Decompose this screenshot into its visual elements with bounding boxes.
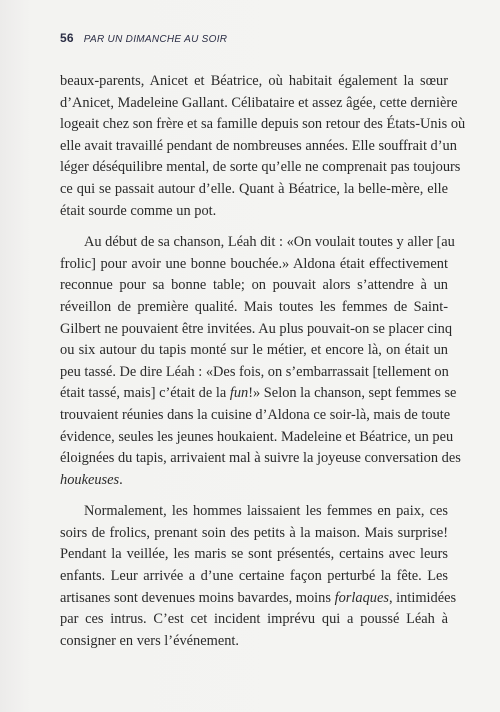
text-run: Au début de sa chanson, Léah dit : «On voulait toutes y aller [au bbox=[84, 234, 455, 251]
text-line bbox=[60, 201, 448, 223]
text-line bbox=[60, 609, 448, 631]
text-run: Pendant la veillée, les maris se sont présentés, certains avec leurs bbox=[60, 546, 448, 563]
text-run: évidence, seules les jeunes houkaient. Madeleine et Béatrice, un peu bbox=[60, 428, 454, 445]
text-run: . bbox=[119, 471, 123, 488]
text-line bbox=[60, 319, 453, 341]
italic-word: forlaques bbox=[334, 589, 389, 606]
text-run: , intimidées bbox=[388, 589, 457, 606]
paragraph-1 bbox=[60, 71, 466, 222]
text-run: d’Anicet, Madeleine Gallant. Célibataire et assez âgée, cette dernière bbox=[60, 94, 458, 111]
italic-word: houkeuses bbox=[60, 471, 120, 488]
text-run: ou six autour du tapis monté sur le métier, et encore là, on était un bbox=[60, 342, 448, 359]
text-run: ce qui se passait autour d’elle. Quant à Béatrice, la belle-mère, elle bbox=[60, 180, 448, 197]
text-run: beaux-parents, Anicet et Béatrice, où habitait également la sœur bbox=[60, 73, 448, 89]
text-line bbox=[60, 232, 455, 254]
text-line bbox=[60, 157, 461, 179]
text-line bbox=[60, 566, 448, 588]
text-line bbox=[60, 254, 448, 276]
text-line bbox=[60, 297, 448, 319]
text-run: !» Selon la chanson, sept femmes se bbox=[248, 385, 457, 402]
text-run: elle avait travaillé pendant de nombreuses années. Elle souffrait d’un bbox=[60, 137, 457, 154]
text-line bbox=[60, 362, 448, 384]
text-run: réveillon de première qualité. Mais toutes les femmes de Saint- bbox=[60, 298, 448, 315]
running-head bbox=[60, 31, 227, 47]
page-number: 56 bbox=[60, 31, 74, 45]
text-line bbox=[60, 448, 461, 470]
text-line bbox=[60, 114, 466, 136]
text-run: éloignées du tapis, arrivaient mal à suivre la joyeuse conversation des bbox=[60, 450, 461, 467]
running-title: PAR UN DIMANCHE AU SOIR bbox=[83, 34, 228, 45]
text-run: artisanes sont devenues moins bavardes, moins bbox=[60, 589, 335, 606]
text-line bbox=[60, 71, 448, 93]
text-line bbox=[60, 93, 458, 115]
text-line bbox=[60, 470, 448, 492]
text-run: frolic] pour avoir une bonne bouchée.» Aldona était effectivement bbox=[60, 255, 448, 272]
text-run: Gilbert ne pouvaient être invitées. Au plus pouvait-on se placer cinq bbox=[60, 320, 453, 337]
text-run: peu tassé. De dire Léah : «Des fois, on s’embarrassait [tellement on bbox=[60, 363, 449, 380]
text-line bbox=[60, 523, 448, 545]
text-line bbox=[60, 588, 457, 610]
body-text bbox=[60, 71, 466, 652]
text-line bbox=[60, 427, 454, 449]
text-run: léger déséquilibre mental, de sorte qu’elle ne comprenait pas toujours bbox=[60, 159, 461, 176]
paragraph-2 bbox=[60, 232, 461, 491]
text-run: Normalement, les hommes laissaient les femmes en paix, ces bbox=[84, 503, 448, 520]
text-run: soirs de frolics, prenant soin des petits à la maison. Mais surprise! bbox=[60, 524, 448, 541]
text-run: consigner en vers l’événement. bbox=[60, 632, 240, 649]
text-line bbox=[60, 340, 448, 362]
text-line bbox=[60, 631, 448, 653]
text-run: par ces intrus. C’est cet incident imprévu qui a poussé Léah à bbox=[60, 611, 448, 628]
text-line bbox=[60, 179, 448, 201]
paragraph-3 bbox=[60, 501, 457, 652]
text-line bbox=[60, 136, 457, 158]
text-line bbox=[60, 544, 448, 566]
text-run: logeait chez son frère et sa famille depuis son retour des États-Unis où bbox=[60, 116, 466, 133]
italic-word: fun bbox=[229, 385, 249, 402]
text-run: était sourde comme un pot. bbox=[60, 202, 217, 219]
text-line bbox=[60, 383, 457, 405]
text-line bbox=[60, 405, 451, 427]
text-run: trouvaient réunies dans la cuisine d’Aldona ce soir-là, mais de toute bbox=[60, 406, 451, 423]
text-run: reconnue pour sa bonne table; on pouvait alors s’attendre à un bbox=[60, 277, 448, 294]
text-line bbox=[60, 501, 448, 523]
text-run: enfants. Leur arrivée a d’une certaine façon perturbé la fête. Les bbox=[60, 568, 448, 585]
text-run: était tassé, mais] c’était de la bbox=[60, 385, 230, 402]
text-line bbox=[60, 275, 448, 297]
